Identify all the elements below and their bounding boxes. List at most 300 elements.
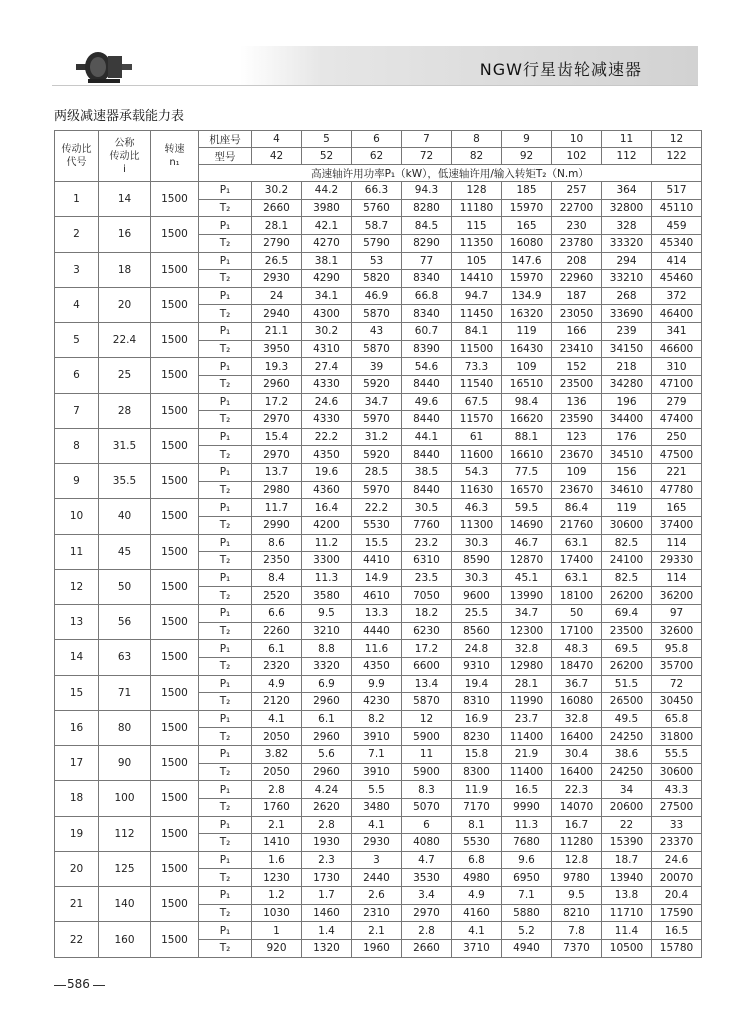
- power-value-cell: 11.4: [602, 922, 652, 940]
- power-value-cell: 54.3: [452, 464, 502, 482]
- power-value-cell: 2.8: [402, 922, 452, 940]
- table-row: [55, 358, 702, 376]
- torque-value-cell: 2960: [252, 375, 302, 393]
- nominal-ratio-cell: 100: [99, 781, 151, 816]
- table-row: [55, 605, 702, 623]
- power-label-cell: P₁: [199, 499, 252, 517]
- power-value-cell: 147.6: [502, 252, 552, 270]
- torque-value-cell: 4440: [352, 622, 402, 640]
- power-value-cell: 13.3: [352, 605, 402, 623]
- torque-value-cell: 21760: [552, 516, 602, 534]
- torque-value-cell: 11600: [452, 446, 502, 464]
- torque-value-cell: 5920: [352, 375, 402, 393]
- nominal-ratio-cell: 35.5: [99, 464, 151, 499]
- power-value-cell: 1.2: [252, 887, 302, 905]
- torque-label-cell: T₂: [199, 939, 252, 957]
- power-value-cell: 26.5: [252, 252, 302, 270]
- torque-value-cell: 3530: [402, 869, 452, 887]
- torque-value-cell: 32600: [652, 622, 702, 640]
- torque-value-cell: 8300: [452, 763, 502, 781]
- header-model-8: 112: [602, 148, 652, 165]
- power-value-cell: 105: [452, 252, 502, 270]
- torque-value-cell: 11400: [502, 763, 552, 781]
- torque-value-cell: 5530: [352, 516, 402, 534]
- torque-value-cell: 1320: [302, 939, 352, 957]
- power-value-cell: 14.9: [352, 569, 402, 587]
- power-value-cell: 69.4: [602, 605, 652, 623]
- power-value-cell: 109: [552, 464, 602, 482]
- gear-reducer-logo-icon: [74, 50, 134, 84]
- power-value-cell: 7.1: [352, 746, 402, 764]
- power-value-cell: 268: [602, 287, 652, 305]
- torque-value-cell: 9990: [502, 798, 552, 816]
- torque-value-cell: 22960: [552, 270, 602, 288]
- ratio-code-cell: 19: [55, 816, 99, 851]
- table-row: [55, 746, 702, 764]
- power-value-cell: 13.8: [602, 887, 652, 905]
- torque-value-cell: 2520: [252, 587, 302, 605]
- power-value-cell: 24.8: [452, 640, 502, 658]
- power-value-cell: 3: [352, 851, 402, 869]
- torque-value-cell: 920: [252, 939, 302, 957]
- torque-value-cell: 16570: [502, 481, 552, 499]
- power-value-cell: 5.2: [502, 922, 552, 940]
- torque-value-cell: 2980: [252, 481, 302, 499]
- power-value-cell: 2.8: [302, 816, 352, 834]
- power-value-cell: 98.4: [502, 393, 552, 411]
- torque-value-cell: 5970: [352, 481, 402, 499]
- torque-value-cell: 4330: [302, 411, 352, 429]
- ratio-code-cell: 18: [55, 781, 99, 816]
- torque-value-cell: 1460: [302, 904, 352, 922]
- power-value-cell: 44.1: [402, 428, 452, 446]
- torque-value-cell: 31800: [652, 728, 702, 746]
- ratio-code-cell: 5: [55, 323, 99, 358]
- torque-value-cell: 12870: [502, 552, 552, 570]
- torque-value-cell: 26500: [602, 693, 652, 711]
- speed-cell: 1500: [151, 393, 199, 428]
- power-value-cell: 20.4: [652, 887, 702, 905]
- torque-label-cell: T₂: [199, 552, 252, 570]
- power-value-cell: 165: [652, 499, 702, 517]
- power-value-cell: 39: [352, 358, 402, 376]
- torque-value-cell: 37400: [652, 516, 702, 534]
- power-value-cell: 5.5: [352, 781, 402, 799]
- header-ratio-code: 传动比 代号: [55, 131, 99, 182]
- ratio-code-cell: 22: [55, 922, 99, 958]
- power-value-cell: 279: [652, 393, 702, 411]
- power-value-cell: 23.5: [402, 569, 452, 587]
- torque-value-cell: 24250: [602, 728, 652, 746]
- torque-label-cell: T₂: [199, 481, 252, 499]
- torque-value-cell: 4610: [352, 587, 402, 605]
- torque-value-cell: 2050: [252, 728, 302, 746]
- power-value-cell: 8.1: [452, 816, 502, 834]
- torque-value-cell: 8310: [452, 693, 502, 711]
- power-value-cell: 414: [652, 252, 702, 270]
- power-label-cell: P₁: [199, 922, 252, 940]
- torque-value-cell: 34280: [602, 375, 652, 393]
- power-value-cell: 27.4: [302, 358, 352, 376]
- power-value-cell: 30.3: [452, 569, 502, 587]
- table-row: [55, 217, 702, 235]
- torque-value-cell: 3480: [352, 798, 402, 816]
- torque-value-cell: 8440: [402, 481, 452, 499]
- torque-value-cell: 3300: [302, 552, 352, 570]
- torque-value-cell: 14410: [452, 270, 502, 288]
- torque-value-cell: 36200: [652, 587, 702, 605]
- power-value-cell: 4.1: [452, 922, 502, 940]
- speed-cell: 1500: [151, 675, 199, 710]
- power-value-cell: 38.1: [302, 252, 352, 270]
- footer-dash-right: [93, 985, 105, 986]
- header-title: NGW行星齿轮减速器: [479, 60, 642, 79]
- power-value-cell: 8.2: [352, 710, 402, 728]
- nominal-ratio-cell: 31.5: [99, 428, 151, 463]
- header-model-2: 52: [302, 148, 352, 165]
- ratio-code-cell: 11: [55, 534, 99, 569]
- power-value-cell: 2.3: [302, 851, 352, 869]
- torque-value-cell: 8560: [452, 622, 502, 640]
- torque-value-cell: 1030: [252, 904, 302, 922]
- power-value-cell: 11.3: [302, 569, 352, 587]
- nominal-ratio-cell: 28: [99, 393, 151, 428]
- torque-value-cell: 34610: [602, 481, 652, 499]
- table-row: [55, 287, 702, 305]
- power-value-cell: 3.4: [402, 887, 452, 905]
- torque-value-cell: 20070: [652, 869, 702, 887]
- torque-value-cell: 11710: [602, 904, 652, 922]
- torque-value-cell: 4270: [302, 234, 352, 252]
- power-value-cell: 218: [602, 358, 652, 376]
- header-nominal-ratio: 公称 传动比 i: [99, 131, 151, 182]
- power-value-cell: 134.9: [502, 287, 552, 305]
- power-value-cell: 23.7: [502, 710, 552, 728]
- power-value-cell: 310: [652, 358, 702, 376]
- torque-value-cell: 3210: [302, 622, 352, 640]
- torque-value-cell: 30450: [652, 693, 702, 711]
- power-value-cell: 12.8: [552, 851, 602, 869]
- header-subheader: 高速轴许用功率P₁（kW），低速轴许用/输入转矩T₂（N.m）: [199, 165, 702, 182]
- torque-value-cell: 45340: [652, 234, 702, 252]
- torque-value-cell: 26200: [602, 657, 652, 675]
- table-row: [55, 640, 702, 658]
- table-row: [55, 182, 702, 200]
- torque-value-cell: 7370: [552, 939, 602, 957]
- torque-value-cell: 24100: [602, 552, 652, 570]
- nominal-ratio-cell: 125: [99, 851, 151, 886]
- power-value-cell: 1: [252, 922, 302, 940]
- power-value-cell: 55.5: [652, 746, 702, 764]
- power-value-cell: 517: [652, 182, 702, 200]
- power-value-cell: 50: [552, 605, 602, 623]
- power-value-cell: 63.1: [552, 569, 602, 587]
- torque-value-cell: 11500: [452, 340, 502, 358]
- power-label-cell: P₁: [199, 217, 252, 235]
- torque-value-cell: 16510: [502, 375, 552, 393]
- torque-value-cell: 15390: [602, 834, 652, 852]
- power-value-cell: 257: [552, 182, 602, 200]
- power-value-cell: 119: [602, 499, 652, 517]
- power-value-cell: 54.6: [402, 358, 452, 376]
- torque-value-cell: 29330: [652, 552, 702, 570]
- power-value-cell: 221: [652, 464, 702, 482]
- torque-value-cell: 1930: [302, 834, 352, 852]
- torque-value-cell: 4160: [452, 904, 502, 922]
- nominal-ratio-cell: 140: [99, 887, 151, 922]
- power-value-cell: 1.7: [302, 887, 352, 905]
- power-value-cell: 1.4: [302, 922, 352, 940]
- torque-value-cell: 10500: [602, 939, 652, 957]
- power-value-cell: 8.4: [252, 569, 302, 587]
- header-model-label: 型号: [199, 148, 252, 165]
- speed-cell: 1500: [151, 287, 199, 322]
- torque-value-cell: 23590: [552, 411, 602, 429]
- speed-cell: 1500: [151, 605, 199, 640]
- header-model-7: 102: [552, 148, 602, 165]
- power-value-cell: 12: [402, 710, 452, 728]
- power-value-cell: 46.3: [452, 499, 502, 517]
- power-value-cell: 152: [552, 358, 602, 376]
- speed-cell: 1500: [151, 323, 199, 358]
- power-value-cell: 66.8: [402, 287, 452, 305]
- power-value-cell: 4.1: [252, 710, 302, 728]
- torque-value-cell: 11400: [502, 728, 552, 746]
- nominal-ratio-cell: 56: [99, 605, 151, 640]
- torque-value-cell: 2440: [352, 869, 402, 887]
- torque-value-cell: 11280: [552, 834, 602, 852]
- nominal-ratio-cell: 45: [99, 534, 151, 569]
- torque-value-cell: 7680: [502, 834, 552, 852]
- header-frame-4: 7: [402, 131, 452, 148]
- power-value-cell: 16.5: [502, 781, 552, 799]
- power-value-cell: 82.5: [602, 569, 652, 587]
- power-value-cell: 22.3: [552, 781, 602, 799]
- torque-value-cell: 1730: [302, 869, 352, 887]
- power-value-cell: 33: [652, 816, 702, 834]
- torque-value-cell: 34400: [602, 411, 652, 429]
- speed-cell: 1500: [151, 499, 199, 534]
- torque-value-cell: 22700: [552, 199, 602, 217]
- nominal-ratio-cell: 22.4: [99, 323, 151, 358]
- speed-cell: 1500: [151, 781, 199, 816]
- torque-value-cell: 8280: [402, 199, 452, 217]
- nominal-ratio-cell: 25: [99, 358, 151, 393]
- torque-value-cell: 4080: [402, 834, 452, 852]
- torque-value-cell: 2310: [352, 904, 402, 922]
- torque-value-cell: 2790: [252, 234, 302, 252]
- power-label-cell: P₁: [199, 746, 252, 764]
- torque-value-cell: 2940: [252, 305, 302, 323]
- table-row: [55, 252, 702, 270]
- torque-value-cell: 16400: [552, 728, 602, 746]
- power-value-cell: 114: [652, 569, 702, 587]
- header-frame-5: 8: [452, 131, 502, 148]
- torque-label-cell: T₂: [199, 375, 252, 393]
- power-value-cell: 95.8: [652, 640, 702, 658]
- torque-value-cell: 5760: [352, 199, 402, 217]
- torque-value-cell: 30600: [652, 763, 702, 781]
- torque-value-cell: 3910: [352, 728, 402, 746]
- torque-value-cell: 11180: [452, 199, 502, 217]
- torque-value-cell: 3580: [302, 587, 352, 605]
- power-value-cell: 196: [602, 393, 652, 411]
- torque-value-cell: 3980: [302, 199, 352, 217]
- power-value-cell: 30.2: [252, 182, 302, 200]
- speed-cell: 1500: [151, 816, 199, 851]
- header-model-9: 122: [652, 148, 702, 165]
- power-value-cell: 21.1: [252, 323, 302, 341]
- table-row: [55, 428, 702, 446]
- power-value-cell: 2.1: [252, 816, 302, 834]
- torque-value-cell: 8590: [452, 552, 502, 570]
- speed-cell: 1500: [151, 569, 199, 604]
- torque-value-cell: 4360: [302, 481, 352, 499]
- torque-value-cell: 2620: [302, 798, 352, 816]
- torque-value-cell: 2970: [402, 904, 452, 922]
- power-value-cell: 46.7: [502, 534, 552, 552]
- speed-cell: 1500: [151, 217, 199, 252]
- torque-value-cell: 18470: [552, 657, 602, 675]
- torque-value-cell: 7050: [402, 587, 452, 605]
- torque-value-cell: 13990: [502, 587, 552, 605]
- torque-value-cell: 47780: [652, 481, 702, 499]
- torque-label-cell: T₂: [199, 305, 252, 323]
- torque-value-cell: 4410: [352, 552, 402, 570]
- torque-label-cell: T₂: [199, 446, 252, 464]
- torque-value-cell: 33210: [602, 270, 652, 288]
- power-value-cell: 8.6: [252, 534, 302, 552]
- power-value-cell: 21.9: [502, 746, 552, 764]
- torque-value-cell: 16430: [502, 340, 552, 358]
- power-value-cell: 11.9: [452, 781, 502, 799]
- speed-cell: 1500: [151, 252, 199, 287]
- ratio-code-cell: 21: [55, 887, 99, 922]
- torque-value-cell: 4310: [302, 340, 352, 358]
- table-row: [55, 323, 702, 341]
- torque-label-cell: T₂: [199, 798, 252, 816]
- torque-label-cell: T₂: [199, 587, 252, 605]
- torque-value-cell: 4200: [302, 516, 352, 534]
- power-value-cell: 22.2: [352, 499, 402, 517]
- torque-value-cell: 3910: [352, 763, 402, 781]
- torque-value-cell: 45110: [652, 199, 702, 217]
- torque-label-cell: T₂: [199, 869, 252, 887]
- power-value-cell: 32.8: [502, 640, 552, 658]
- torque-value-cell: 16620: [502, 411, 552, 429]
- torque-value-cell: 2960: [302, 728, 352, 746]
- torque-value-cell: 8340: [402, 270, 452, 288]
- power-value-cell: 72: [652, 675, 702, 693]
- power-value-cell: 49.6: [402, 393, 452, 411]
- power-value-cell: 43: [352, 323, 402, 341]
- table-row: [55, 710, 702, 728]
- ratio-code-cell: 13: [55, 605, 99, 640]
- power-value-cell: 24.6: [302, 393, 352, 411]
- table-row: [55, 781, 702, 799]
- torque-value-cell: 9600: [452, 587, 502, 605]
- torque-value-cell: 2970: [252, 411, 302, 429]
- power-value-cell: 11.3: [502, 816, 552, 834]
- power-label-cell: P₁: [199, 428, 252, 446]
- power-label-cell: P₁: [199, 781, 252, 799]
- power-value-cell: 6.1: [302, 710, 352, 728]
- header-frame-8: 11: [602, 131, 652, 148]
- power-value-cell: 341: [652, 323, 702, 341]
- torque-value-cell: 5870: [352, 305, 402, 323]
- power-value-cell: 15.5: [352, 534, 402, 552]
- power-value-cell: 22.2: [302, 428, 352, 446]
- torque-value-cell: 6230: [402, 622, 452, 640]
- torque-value-cell: 1230: [252, 869, 302, 887]
- torque-value-cell: 3710: [452, 939, 502, 957]
- torque-value-cell: 17590: [652, 904, 702, 922]
- power-value-cell: 30.5: [402, 499, 452, 517]
- power-value-cell: 185: [502, 182, 552, 200]
- power-value-cell: 43.3: [652, 781, 702, 799]
- torque-value-cell: 34510: [602, 446, 652, 464]
- power-label-cell: P₁: [199, 851, 252, 869]
- power-value-cell: 239: [602, 323, 652, 341]
- power-label-cell: P₁: [199, 393, 252, 411]
- torque-value-cell: 8440: [402, 446, 452, 464]
- torque-value-cell: 2970: [252, 446, 302, 464]
- power-value-cell: 6: [402, 816, 452, 834]
- header-speed: 转速 n₁: [151, 131, 199, 182]
- torque-value-cell: 2930: [352, 834, 402, 852]
- power-label-cell: P₁: [199, 640, 252, 658]
- power-value-cell: 176: [602, 428, 652, 446]
- torque-value-cell: 4980: [452, 869, 502, 887]
- torque-value-cell: 4350: [302, 446, 352, 464]
- power-value-cell: 6.8: [452, 851, 502, 869]
- torque-label-cell: T₂: [199, 340, 252, 358]
- torque-value-cell: 16080: [502, 234, 552, 252]
- speed-cell: 1500: [151, 534, 199, 569]
- nominal-ratio-cell: 50: [99, 569, 151, 604]
- torque-value-cell: 17400: [552, 552, 602, 570]
- section-title: 两级减速器承载能力表: [54, 109, 185, 124]
- header-model-6: 92: [502, 148, 552, 165]
- torque-value-cell: 9780: [552, 869, 602, 887]
- header-frame-2: 5: [302, 131, 352, 148]
- power-value-cell: 15.8: [452, 746, 502, 764]
- power-label-cell: P₁: [199, 323, 252, 341]
- torque-value-cell: 2930: [252, 270, 302, 288]
- torque-value-cell: 5900: [402, 728, 452, 746]
- nominal-ratio-cell: 71: [99, 675, 151, 710]
- power-value-cell: 2.8: [252, 781, 302, 799]
- power-value-cell: 7.1: [502, 887, 552, 905]
- torque-value-cell: 1960: [352, 939, 402, 957]
- power-value-cell: 459: [652, 217, 702, 235]
- header-frame-3: 6: [352, 131, 402, 148]
- nominal-ratio-cell: 40: [99, 499, 151, 534]
- power-value-cell: 156: [602, 464, 652, 482]
- torque-value-cell: 5070: [402, 798, 452, 816]
- table-row: [55, 922, 702, 940]
- torque-value-cell: 16400: [552, 763, 602, 781]
- power-value-cell: 38.6: [602, 746, 652, 764]
- power-value-cell: 372: [652, 287, 702, 305]
- power-value-cell: 136: [552, 393, 602, 411]
- torque-value-cell: 4330: [302, 375, 352, 393]
- page-number: 586: [67, 977, 90, 991]
- torque-value-cell: 2990: [252, 516, 302, 534]
- torque-value-cell: 16320: [502, 305, 552, 323]
- torque-value-cell: 7760: [402, 516, 452, 534]
- torque-value-cell: 34150: [602, 340, 652, 358]
